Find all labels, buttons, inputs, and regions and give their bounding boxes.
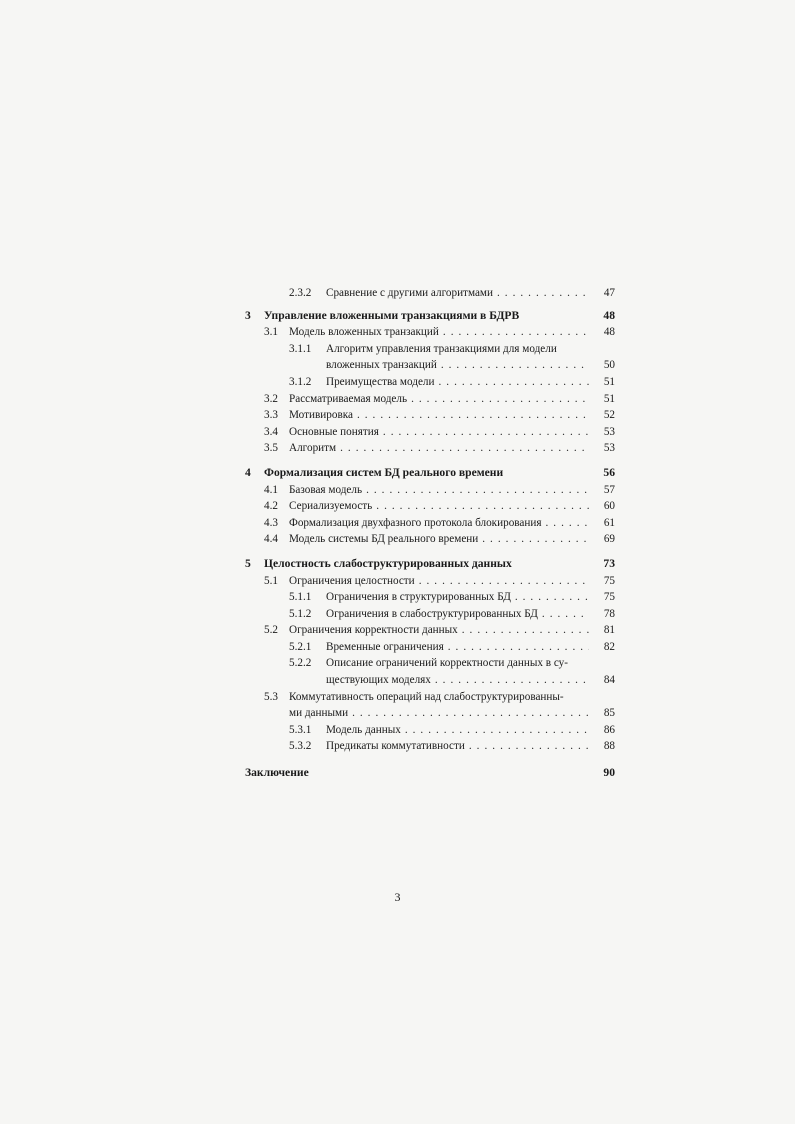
toc-entry-title: Ограничения целостности xyxy=(289,574,415,587)
dot-leader xyxy=(437,357,589,374)
toc-entry xyxy=(245,573,615,590)
toc-entry-title: Ограничения в структурированных БД xyxy=(326,591,511,604)
toc-entry-title-wrap xyxy=(326,285,589,302)
toc-entry-page: 47 xyxy=(603,287,615,299)
toc-entry-number: 5 xyxy=(245,556,251,570)
toc-entry-page: 90 xyxy=(603,766,615,780)
toc-entry-page: 82 xyxy=(603,640,615,653)
toc-entry-number: 5.1.1 xyxy=(289,591,312,604)
toc-entry xyxy=(245,531,615,548)
toc-entry-title-wrap xyxy=(326,738,589,755)
toc-entry-title: Рассматриваемая модель xyxy=(289,392,408,405)
toc-entry xyxy=(245,606,615,623)
toc-entry-number: 3.1.2 xyxy=(289,375,312,388)
toc-entry-page: 86 xyxy=(603,723,615,736)
toc-entry-title: Заключение xyxy=(245,766,309,780)
toc-entry xyxy=(245,482,615,499)
toc-entry xyxy=(245,391,615,408)
toc-entry-number: 5.3 xyxy=(264,690,278,703)
dot-leader xyxy=(465,738,589,755)
dot-leader xyxy=(542,515,589,532)
toc-entry-title-wrap xyxy=(289,407,589,424)
toc-entry-title-wrap xyxy=(264,465,615,482)
dot-leader xyxy=(372,498,589,515)
toc-entry-title: Модель данных xyxy=(326,723,401,736)
toc-entry-title-wrap xyxy=(245,765,615,782)
toc-entry-title: Целостность слабоструктурированных данных xyxy=(264,556,512,570)
toc-entry-number: 5.2.1 xyxy=(289,640,312,653)
toc-entry-title: Формализация систем БД реального времени xyxy=(264,465,504,479)
toc-entry-title-wrap xyxy=(326,639,589,656)
page-number: 3 xyxy=(394,890,401,904)
dot-leader xyxy=(353,407,589,424)
toc-entry-title-wrap xyxy=(289,515,589,532)
toc-entry-page: 81 xyxy=(603,624,615,637)
toc-entry-number: 5.2 xyxy=(264,624,278,637)
toc-entry-title-wrap xyxy=(289,689,589,706)
toc-entry-number: 3.5 xyxy=(264,442,278,455)
toc-entry xyxy=(245,622,615,639)
toc-entry-title-wrap xyxy=(289,482,589,499)
toc-entry-page: 88 xyxy=(603,740,615,753)
toc-entry-title-wrap xyxy=(326,589,589,606)
toc-entry-title-wrap xyxy=(289,440,589,457)
toc-entry-title: Временные ограничения xyxy=(326,640,444,653)
toc-entry-number: 3.4 xyxy=(264,425,278,438)
toc-entry xyxy=(245,589,615,606)
toc-entry xyxy=(245,765,615,782)
dot-leader xyxy=(431,672,589,689)
toc-entry-page: 53 xyxy=(603,442,615,455)
toc-entry-title-wrap xyxy=(289,531,589,548)
toc-entry xyxy=(245,285,615,302)
toc-entry-page: 51 xyxy=(603,375,615,388)
toc-entry-number: 3.3 xyxy=(264,409,278,422)
toc-entry-page: 50 xyxy=(603,359,615,372)
toc-entry-page: 75 xyxy=(603,574,615,587)
toc-entry xyxy=(245,357,615,374)
dot-leader xyxy=(493,285,589,302)
dot-leader xyxy=(478,531,589,548)
dot-leader xyxy=(379,424,589,441)
toc-entry-number: 5.2.2 xyxy=(289,657,312,670)
toc-entry-title-wrap xyxy=(289,705,589,722)
toc-entry-title: ми данными xyxy=(289,707,349,720)
toc-entry-title: Ограничения в слабоструктурированных БД xyxy=(326,607,538,620)
toc-entry-number: 5.3.2 xyxy=(289,740,312,753)
toc-entry-title: Управление вложенными транзакциями в БДРВ xyxy=(264,308,520,322)
toc-entry xyxy=(245,374,615,391)
toc-entry xyxy=(245,722,615,739)
toc-entry-page: 57 xyxy=(603,483,615,496)
toc-entry xyxy=(245,689,615,706)
toc-entry-number: 5.3.1 xyxy=(289,723,312,736)
dot-leader xyxy=(435,374,590,391)
toc-entry-number: 5.1 xyxy=(264,574,278,587)
toc-entry-number: 3.2 xyxy=(264,392,278,405)
toc-entry-number: 3 xyxy=(245,308,251,322)
toc-entry-title: Модель вложенных транзакций xyxy=(289,326,439,339)
toc-entry-page: 56 xyxy=(603,465,615,479)
toc-entry-page: 75 xyxy=(603,591,615,604)
toc-entry-title-wrap xyxy=(326,722,589,739)
toc-entry-title: Алгоритм xyxy=(289,442,337,455)
toc-entry xyxy=(245,407,615,424)
toc-entry-number: 4.1 xyxy=(264,483,278,496)
toc-entry xyxy=(245,440,615,457)
toc-entry xyxy=(245,465,615,482)
dot-leader xyxy=(444,639,589,656)
toc-entry-title-wrap xyxy=(326,341,589,358)
toc-entry-title-wrap xyxy=(289,498,589,515)
toc-entry-title: Мотивировка xyxy=(289,409,353,422)
toc-entry-title-wrap xyxy=(326,606,589,623)
table-of-contents xyxy=(245,285,615,782)
dot-leader xyxy=(407,391,589,408)
toc-entry-page: 53 xyxy=(603,425,615,438)
toc-entry-title: Алгоритм управления транзакциями для модели xyxy=(326,342,557,355)
toc-entry-title-wrap xyxy=(289,424,589,441)
toc-entry-title-wrap xyxy=(264,308,615,325)
toc-entry-title-wrap xyxy=(289,622,589,639)
toc-entry-title-wrap xyxy=(326,357,589,374)
toc-entry-title: Коммутативность операций над слабоструктурированны- xyxy=(289,690,564,703)
toc-entry-page: 73 xyxy=(603,556,615,570)
toc-entry-number: 4 xyxy=(245,465,251,479)
dot-leader xyxy=(511,589,589,606)
toc-entry-page: 48 xyxy=(603,326,615,339)
toc-entry-number: 4.3 xyxy=(264,516,278,529)
toc-entry xyxy=(245,308,615,325)
toc-entry xyxy=(245,655,615,672)
toc-entry-title: Сравнение с другими алгоритмами xyxy=(326,287,493,299)
toc-entry-number: 5.1.2 xyxy=(289,607,312,620)
dot-leader xyxy=(401,722,589,739)
toc-entry-title: Преимущества модели xyxy=(326,375,435,388)
toc-entry-page: 51 xyxy=(603,392,615,405)
toc-entry-title-wrap xyxy=(264,556,615,573)
toc-entry xyxy=(245,498,615,515)
toc-entry-title-wrap xyxy=(326,374,589,391)
toc-entry-title: Ограничения корректности данных xyxy=(289,624,458,637)
toc-entry xyxy=(245,705,615,722)
toc-entry-title: Формализация двухфазного протокола блокирования xyxy=(289,516,542,529)
toc-entry-page: 69 xyxy=(603,533,615,546)
toc-entry-number: 3.1.1 xyxy=(289,342,312,355)
toc-entry-page: 78 xyxy=(603,607,615,620)
toc-entry-title-wrap xyxy=(326,672,589,689)
toc-entry-number: 2.3.2 xyxy=(289,287,312,299)
dot-leader xyxy=(538,606,589,623)
toc-entry-page: 61 xyxy=(603,516,615,529)
toc-entry-page: 52 xyxy=(603,409,615,422)
toc-entry-title: Описание ограничений корректности данных в су- xyxy=(326,657,568,670)
toc-entry-number: 4.4 xyxy=(264,533,278,546)
dot-leader xyxy=(362,482,589,499)
toc-entry-page: 84 xyxy=(603,674,615,687)
toc-entry-title: вложенных транзакций xyxy=(326,359,437,372)
toc-entry-title-wrap xyxy=(289,573,589,590)
toc-entry-title: Предикаты коммутативности xyxy=(326,740,465,753)
dot-leader xyxy=(458,622,589,639)
toc-entry-page: 48 xyxy=(603,308,615,322)
toc-entry xyxy=(245,515,615,532)
toc-entry-title-wrap xyxy=(326,655,589,672)
toc-entry-title: Основные понятия xyxy=(289,425,379,438)
toc-entry-number: 4.2 xyxy=(264,500,278,513)
toc-entry xyxy=(245,738,615,755)
toc-entry-number: 3.1 xyxy=(264,326,278,339)
toc-entry-title-wrap xyxy=(289,324,589,341)
toc-entry-page: 85 xyxy=(603,707,615,720)
toc-entry-page: 60 xyxy=(603,500,615,513)
toc-entry xyxy=(245,341,615,358)
toc-entry-title: Модель системы БД реального времени xyxy=(289,533,479,546)
toc-entry xyxy=(245,424,615,441)
toc-entry xyxy=(245,556,615,573)
dot-leader xyxy=(415,573,589,590)
toc-entry xyxy=(245,639,615,656)
toc-entry-title: Сериализуемость xyxy=(289,500,373,513)
dot-leader xyxy=(336,440,589,457)
toc-entry xyxy=(245,672,615,689)
dot-leader xyxy=(348,705,589,722)
toc-entry-title-wrap xyxy=(289,391,589,408)
dot-leader xyxy=(439,324,589,341)
toc-entry-title: Базовая модель xyxy=(289,483,363,496)
toc-entry-title: ществующих моделях xyxy=(326,674,431,687)
toc-entry xyxy=(245,324,615,341)
